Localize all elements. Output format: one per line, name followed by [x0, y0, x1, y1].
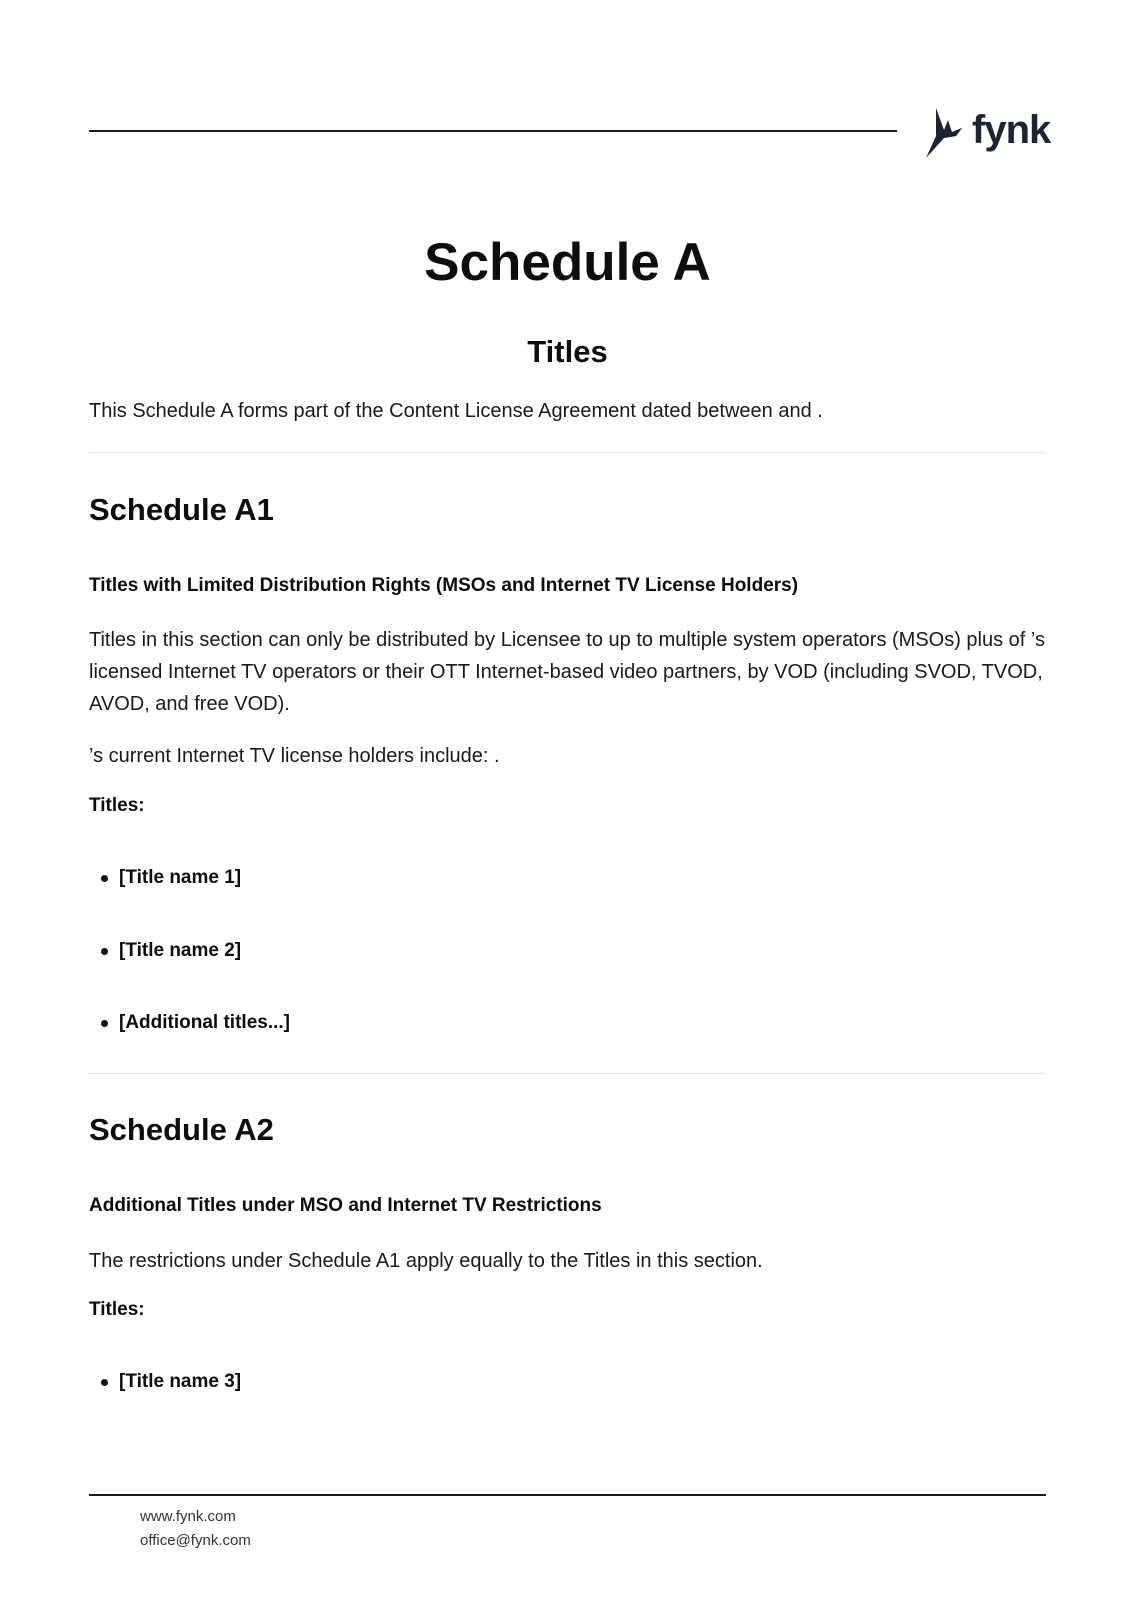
footer-email: office@fynk.com	[140, 1532, 251, 1549]
bullet-icon	[101, 1020, 108, 1027]
section-title-a2: Schedule A2	[89, 1112, 274, 1147]
section-subheading-a1: Titles with Limited Distribution Rights (MSOs and Internet TV License Holders)	[89, 575, 799, 596]
bird-logo-icon	[922, 106, 970, 160]
section-title-a1: Schedule A1	[89, 492, 274, 527]
brand-name: fynk	[972, 108, 1051, 152]
intro-paragraph: This Schedule A forms part of the Content License Agreement dated between and .	[89, 400, 823, 422]
section-divider	[89, 452, 1046, 453]
titles-label-a2: Titles:	[89, 1299, 145, 1320]
list-item	[101, 937, 241, 965]
section-paragraph-a2-1: The restrictions under Schedule A1 apply equally to the Titles in this section.	[89, 1250, 763, 1272]
titles-label-a1: Titles:	[89, 795, 145, 816]
header-rule	[89, 130, 897, 132]
section-divider	[89, 1073, 1046, 1074]
section-paragraph-a1-1: Titles in this section can only be distributed by Licensee to up to multiple system operators (MSOs) plus of ’s licensed Internet TV operators or their OTT Internet-based video partners, by VOD (including SVOD, TVOD, AVOD, and free VOD).	[89, 629, 1045, 715]
page-title: Schedule A	[424, 233, 711, 292]
section-paragraph-a1-2: ’s current Internet TV license holders include: .	[89, 745, 500, 767]
footer	[140, 1505, 251, 1553]
bullet-icon	[101, 875, 108, 882]
title-name: [Title name 3]	[119, 1371, 242, 1392]
title-name: [Additional titles...]	[119, 1012, 290, 1033]
footer-website: www.fynk.com	[140, 1508, 236, 1525]
brand-logo	[922, 106, 1052, 160]
list-item	[101, 864, 241, 892]
bullet-icon	[101, 1379, 108, 1386]
title-name: [Title name 1]	[119, 867, 242, 888]
section-subheading-a2: Additional Titles under MSO and Internet TV Restrictions	[89, 1195, 602, 1216]
footer-rule	[89, 1494, 1046, 1496]
title-name: [Title name 2]	[119, 940, 242, 961]
list-item	[101, 1009, 290, 1037]
page-subtitle: Titles	[527, 334, 608, 369]
bullet-icon	[101, 948, 108, 955]
list-item	[101, 1368, 241, 1396]
